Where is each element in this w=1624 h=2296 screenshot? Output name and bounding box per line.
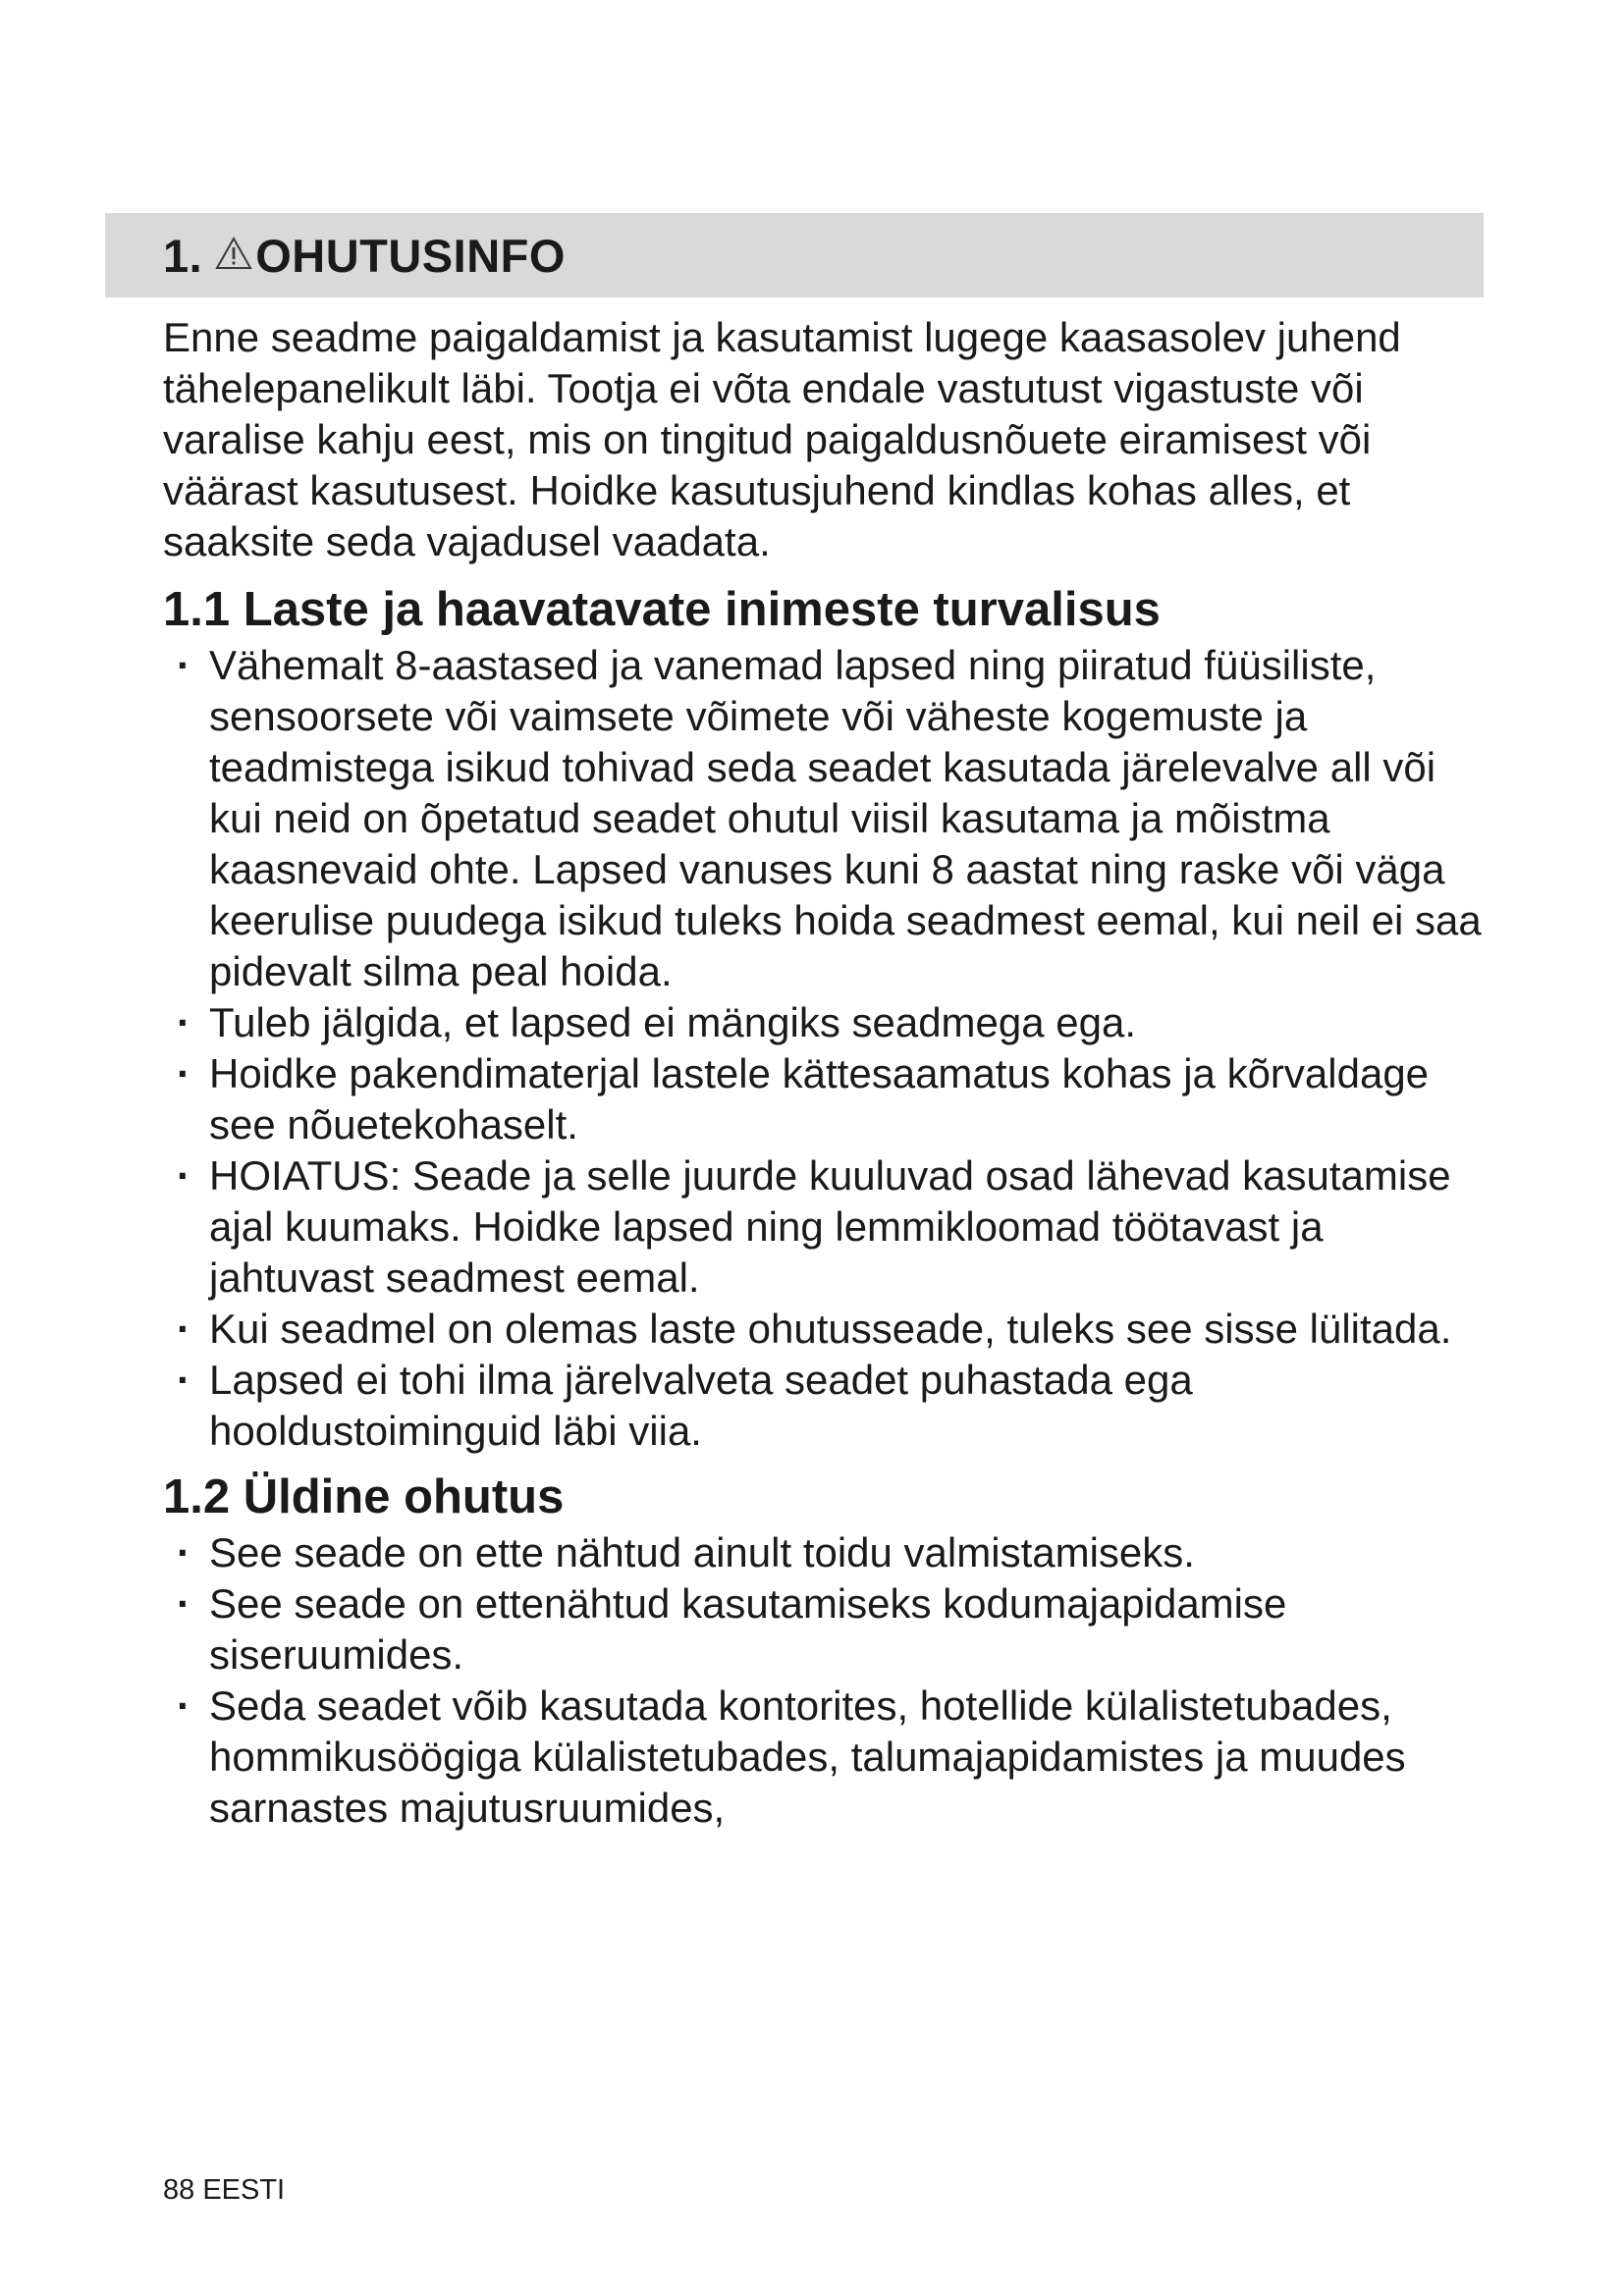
list-item: · Seda seadet võib kasutada kontorites, hotellide külalistetubades, hommikusöögiga külalistetubades, talumajapidamistes ja muudes sarnastes majutusruumides, [177, 1682, 1406, 1831]
list-item: · See seade on ettenähtud kasutamiseks kodumajapidamise siseruumides. [177, 1580, 1287, 1678]
list-item: · See seade on ette nähtud ainult toidu valmistamiseks. [163, 1527, 1484, 1578]
section-header-bar [105, 213, 1484, 297]
section-title-text: OHUTUSINFO [255, 229, 566, 282]
bullet-icon: · [177, 1306, 190, 1352]
bullet-icon: · [177, 1529, 190, 1575]
bullet-icon: · [177, 1152, 190, 1199]
list-item: · Kui seadmel on olemas laste ohutusseade, tuleks see sisse lülitada. [163, 1304, 1484, 1355]
page-footer: 88 EESTI [163, 2174, 286, 2206]
subsection-heading-1-1: 1.1 Laste ja haavatavate inimeste turvalisus [163, 583, 1161, 636]
bullet-icon: · [177, 642, 190, 688]
bullet-icon: · [177, 1357, 190, 1403]
list-item: · Lapsed ei tohi ilma järelvalveta seadet puhastada ega hooldustoiminguid läbi viia. [177, 1357, 1193, 1454]
bullet-icon: · [177, 1050, 190, 1096]
bullet-icon: · [177, 1682, 190, 1729]
general-safety-list [163, 1527, 1484, 1834]
section-number: 1. [163, 229, 203, 282]
warning-triangle-icon [214, 236, 253, 271]
intro-paragraph: Enne seadme paigaldamist ja kasutamist lugege kaasasolev juhend tähelepanelikult läbi. Tootja ei võta endale vastutust vigastuste või varalise kahju eest, mis on tingitud paigaldusnõuete eiramisest või väärast kasutusest. Hoidke kasutusjuhend kindlas kohas alles, et saaksite seda vajadusel vaadata. [163, 314, 1401, 564]
page-content [163, 312, 1484, 1834]
list-item: · HOIATUS: Seade ja selle juurde kuuluvad osad lähevad kasutamise ajal kuumaks. Hoidke lapsed ning lemmikloomad töötavast ja jahtuvast seadmest eemal. [177, 1152, 1451, 1301]
subsection-heading-1-2: 1.2 Üldine ohutus [163, 1470, 565, 1523]
bullet-icon: · [177, 999, 190, 1045]
child-safety-list [163, 640, 1484, 1457]
section-title [163, 229, 566, 282]
bullet-icon: · [177, 1580, 190, 1627]
list-item: · Hoidke pakendimaterjal lastele kättesaamatus kohas ja kõrvaldage see nõuetekohaselt. [177, 1050, 1430, 1148]
list-item: · Tuleb jälgida, et lapsed ei mängiks seadmega ega. [163, 997, 1484, 1048]
list-item: · Vähemalt 8-aastased ja vanemad lapsed ning piiratud füüsiliste, sensoorsete või vaimsete võimete või väheste kogemuste ja teadmistega isikud tohivad seda seadet kasutada järelevalve all või kui neid on õpetatud seadet ohutul viisil kasutama ja mõistma kaasnevaid ohte. Lapsed vanuses kuni 8 aastat ning raske või väga keerulise puudega isikud tuleks hoida seadmest eemal, kui neil ei saa pidevalt silma peal hoida. [177, 642, 1482, 994]
